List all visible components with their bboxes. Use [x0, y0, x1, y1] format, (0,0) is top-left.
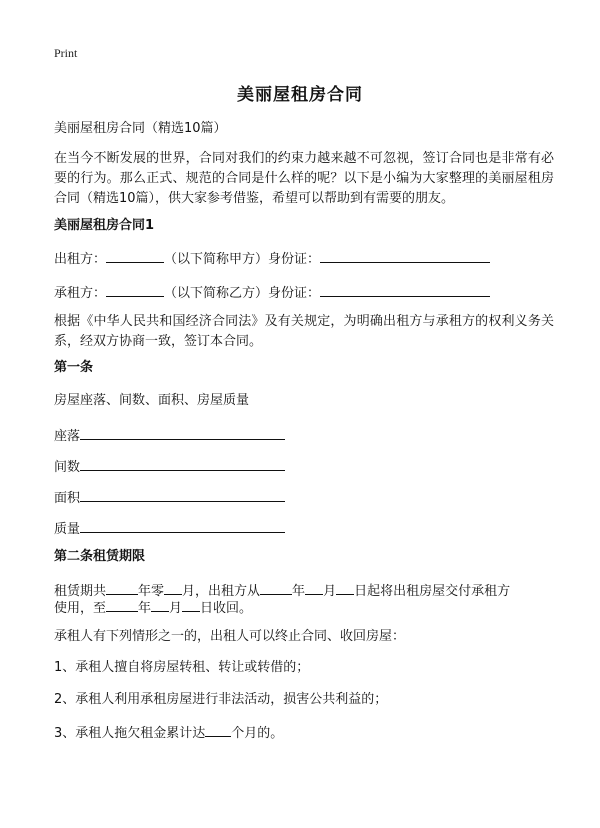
- term-text: 月: [323, 584, 337, 599]
- term-text: 使用，至: [54, 601, 107, 616]
- arrears-months-blank: [205, 722, 231, 737]
- item3-after: 个月的。: [231, 726, 284, 741]
- term-text: 月: [169, 601, 183, 616]
- lessee-label: 承租方：: [54, 286, 107, 301]
- termination-item-2: 2、承租人利用承租房屋进行非法活动，损害公共利益的；: [54, 692, 388, 707]
- term-text: 年: [292, 584, 306, 599]
- quality-label: 质量: [54, 522, 81, 537]
- months-blank: [164, 580, 182, 595]
- lessee-id-blank: [320, 282, 490, 297]
- start-month-blank: [305, 580, 323, 595]
- document-subtitle: 美丽屋租房合同（精选10篇）: [54, 121, 227, 136]
- document-title: 美丽屋租房合同: [237, 85, 363, 105]
- basis-paragraph: 根据《中华人民共和国经济合同法》及有关规定，为明确出租方与承租方的权利义务关系，经双方协商一致，签订本合同。: [54, 314, 554, 349]
- lessor-mid: （以下简称甲方）身份证：: [164, 252, 321, 267]
- area-blank: [80, 487, 285, 502]
- term-text: 月，出租方从: [182, 584, 261, 599]
- print-link[interactable]: Print: [54, 46, 78, 60]
- rooms-label: 间数: [54, 460, 81, 475]
- article1-desc: 房屋座落、间数、面积、房屋质量: [54, 393, 250, 408]
- area-field: [54, 487, 554, 509]
- rooms-field: [54, 456, 554, 478]
- intro-paragraph: 在当今不断发展的世界，合同对我们的约束力越来越不可忽视，签订合同也是非常有必要的行为。那么正式、规范的合同是什么样的呢？以下是小编为大家整理的美丽屋租房合同（精选10篇），供大家参考借鉴，希望可以帮助到有需要的朋友。: [54, 151, 554, 206]
- end-month-blank: [151, 597, 169, 612]
- lessor-name-blank: [106, 248, 164, 263]
- end-year-blank: [106, 597, 138, 612]
- article1-heading: 第一条: [54, 360, 94, 375]
- lessee-mid: （以下简称乙方）身份证：: [164, 286, 321, 301]
- term-text: 租赁期共: [54, 584, 107, 599]
- item3-before: 3、承租人拖欠租金累计达: [54, 726, 206, 741]
- quality-field: [54, 518, 554, 540]
- term-text: 年零: [138, 584, 165, 599]
- location-label: 座落: [54, 429, 81, 444]
- quality-blank: [80, 518, 285, 533]
- termination-item-3: [54, 722, 554, 744]
- area-label: 面积: [54, 491, 81, 506]
- term-text: 日收回。: [200, 601, 253, 616]
- years-blank: [106, 580, 138, 595]
- term-line-2: [54, 597, 554, 619]
- term-text: 日起将出租房屋交付承租方: [354, 584, 511, 599]
- lessee-name-blank: [106, 282, 164, 297]
- location-blank: [80, 425, 285, 440]
- end-day-blank: [182, 597, 200, 612]
- start-day-blank: [336, 580, 354, 595]
- rooms-blank: [80, 456, 285, 471]
- termination-intro: 承租人有下列情形之一的，出租人可以终止合同、收回房屋：: [54, 629, 406, 644]
- lessor-label: 出租方：: [54, 252, 107, 267]
- term-text: 年: [138, 601, 152, 616]
- article2-heading: 第二条租赁期限: [54, 549, 146, 564]
- lessee-line: [54, 282, 554, 304]
- termination-item-1: 1、承租人擅自将房屋转租、转让或转借的；: [54, 660, 310, 675]
- lessor-id-blank: [320, 248, 490, 263]
- lessor-line: [54, 248, 554, 270]
- start-year-blank: [260, 580, 292, 595]
- location-field: [54, 425, 554, 447]
- contract1-heading: 美丽屋租房合同1: [54, 218, 155, 233]
